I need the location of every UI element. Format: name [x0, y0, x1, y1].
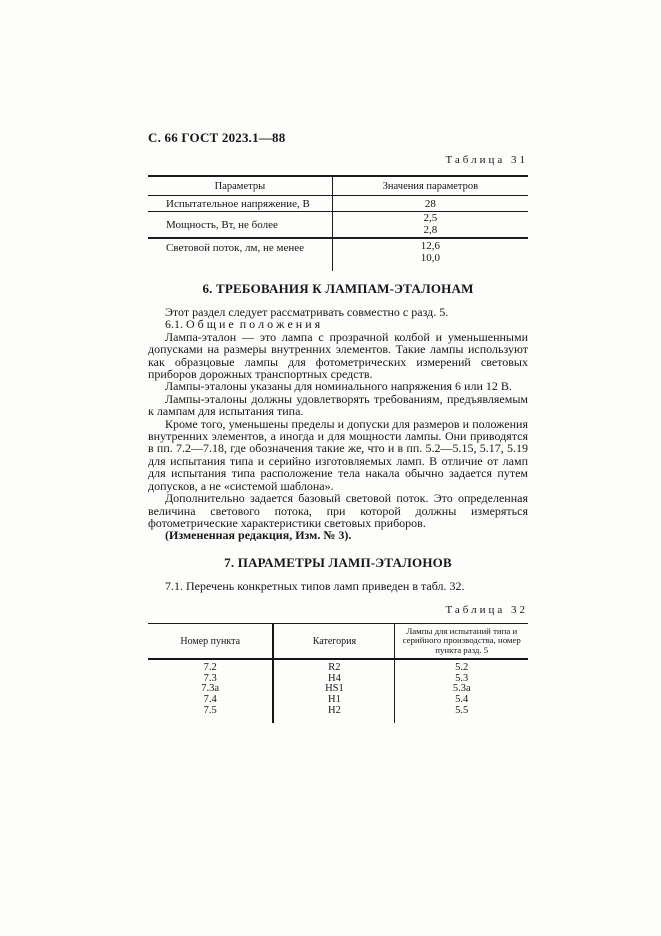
table32-cell: H1: [273, 695, 395, 706]
table32-cell: 5.2: [455, 662, 469, 674]
table31-header-values: Значения параметров: [332, 176, 528, 196]
table-row: [148, 659, 528, 674]
table-row: [148, 212, 528, 239]
table-32: [148, 623, 528, 723]
table32-cell: 7.3а: [148, 684, 273, 695]
table31-value-cell: 28: [332, 196, 528, 212]
value-line: 12,6: [420, 240, 441, 252]
table32-cell: 5.5: [455, 704, 469, 716]
paragraph: Лампы-эталоны указаны для номинального напряжения 6 или 12 В.: [165, 379, 512, 394]
table31-value-cell: [332, 238, 528, 271]
table31-caption: Таблица 31: [445, 154, 528, 166]
table32-cell: 5.3а: [452, 683, 471, 695]
table32-cell: 7.5: [148, 706, 273, 724]
paragraph: Лампы-эталоны должны удовлетворять требованиям, предъявляемым к лампам для испытания типа.: [148, 391, 528, 419]
table31-param-cell: Испытательное напряжение, В: [148, 196, 332, 212]
paragraph: Кроме того, уменьшены пределы и допуски для размеров и положения внутренних элементов, а иногда и для мощности лампы. Они приводятся в пп. 7.2—7.18, где обозначения такие же, что и в пп. 5.2—5.15, 5.17, 5.19 для испытания типа и серийно изготовляемых ламп. В отличие от ламп для испытания типа расположение тела накала обычно задается путем допусков, а не «системой шаблона».: [148, 416, 528, 493]
section7-heading: 7. ПАРАМЕТРЫ ЛАМП-ЭТАЛОНОВ: [224, 554, 452, 570]
running-head: С. 66 ГОСТ 2023.1—88: [148, 130, 286, 145]
table32-cell: R2: [273, 659, 395, 674]
table-row: [148, 695, 528, 706]
paragraph-subclause: 6.1. О б щ и е п о л о ж е н и я: [165, 317, 321, 332]
table31-header-row: [148, 176, 528, 196]
page-content: [148, 0, 528, 723]
table-row: [148, 196, 528, 212]
value-line: 2,8: [423, 223, 438, 236]
paragraph: Этот раздел следует рассматривать совместно с разд. 5.: [165, 305, 449, 319]
table32-header-point: Номер пункта: [148, 624, 273, 660]
amendment-note: (Измененная редакция, Изм. № 3).: [165, 528, 352, 543]
table31-value-cell: [332, 212, 528, 239]
section6-heading: 6. ТРЕБОВАНИЯ К ЛАМПАМ-ЭТАЛОНАМ: [202, 281, 474, 296]
table32-cell: 7.3: [148, 674, 273, 685]
table-row: [148, 238, 528, 271]
table32-cell: 7.4: [148, 695, 273, 706]
section6-body: [148, 306, 528, 542]
value-line: 2,5: [423, 212, 438, 224]
table32-cell: H4: [273, 674, 395, 685]
table32-cell: 5.3: [455, 672, 469, 684]
clause-7-1: 7.1. Перечень конкретных типов ламп приведен в табл. 32.: [165, 578, 465, 593]
table32-header-ref: Лампы для испытаний типа и серийного производства, номер пункта разд. 5: [395, 624, 528, 660]
table32-cell: 5.4: [455, 693, 469, 705]
table31-param-cell: Световой поток, лм, не менее: [148, 238, 332, 271]
table32-caption: Таблица 32: [445, 604, 528, 617]
table32-header-row: [148, 624, 528, 660]
value-line: 10,0: [420, 251, 441, 264]
table31-param-cell: Мощность, Вт, не более: [148, 212, 332, 239]
table32-cell: HS1: [273, 684, 395, 695]
table32-header-category: Категория: [273, 624, 395, 660]
table32-cell: 7.2: [148, 659, 273, 674]
table-31: [148, 175, 528, 271]
table32-cell: H2: [273, 706, 395, 724]
table31-header-parameters: Параметры: [148, 176, 332, 196]
table-row: [148, 706, 528, 724]
paragraph: Дополнительно задается базовый световой поток. Это определенная величина светового потока, при которой должны измеряться фотометрические характеристики световых приборов.: [148, 491, 528, 530]
paragraph: Лампа-эталон — это лампа с прозрачной колбой и уменьшенными допусками на размеры внутренних элементов. Такие лампы используют как образцовые лампы для фотометрических измерений световых приборов дорожных транспортных средств.: [148, 329, 528, 382]
